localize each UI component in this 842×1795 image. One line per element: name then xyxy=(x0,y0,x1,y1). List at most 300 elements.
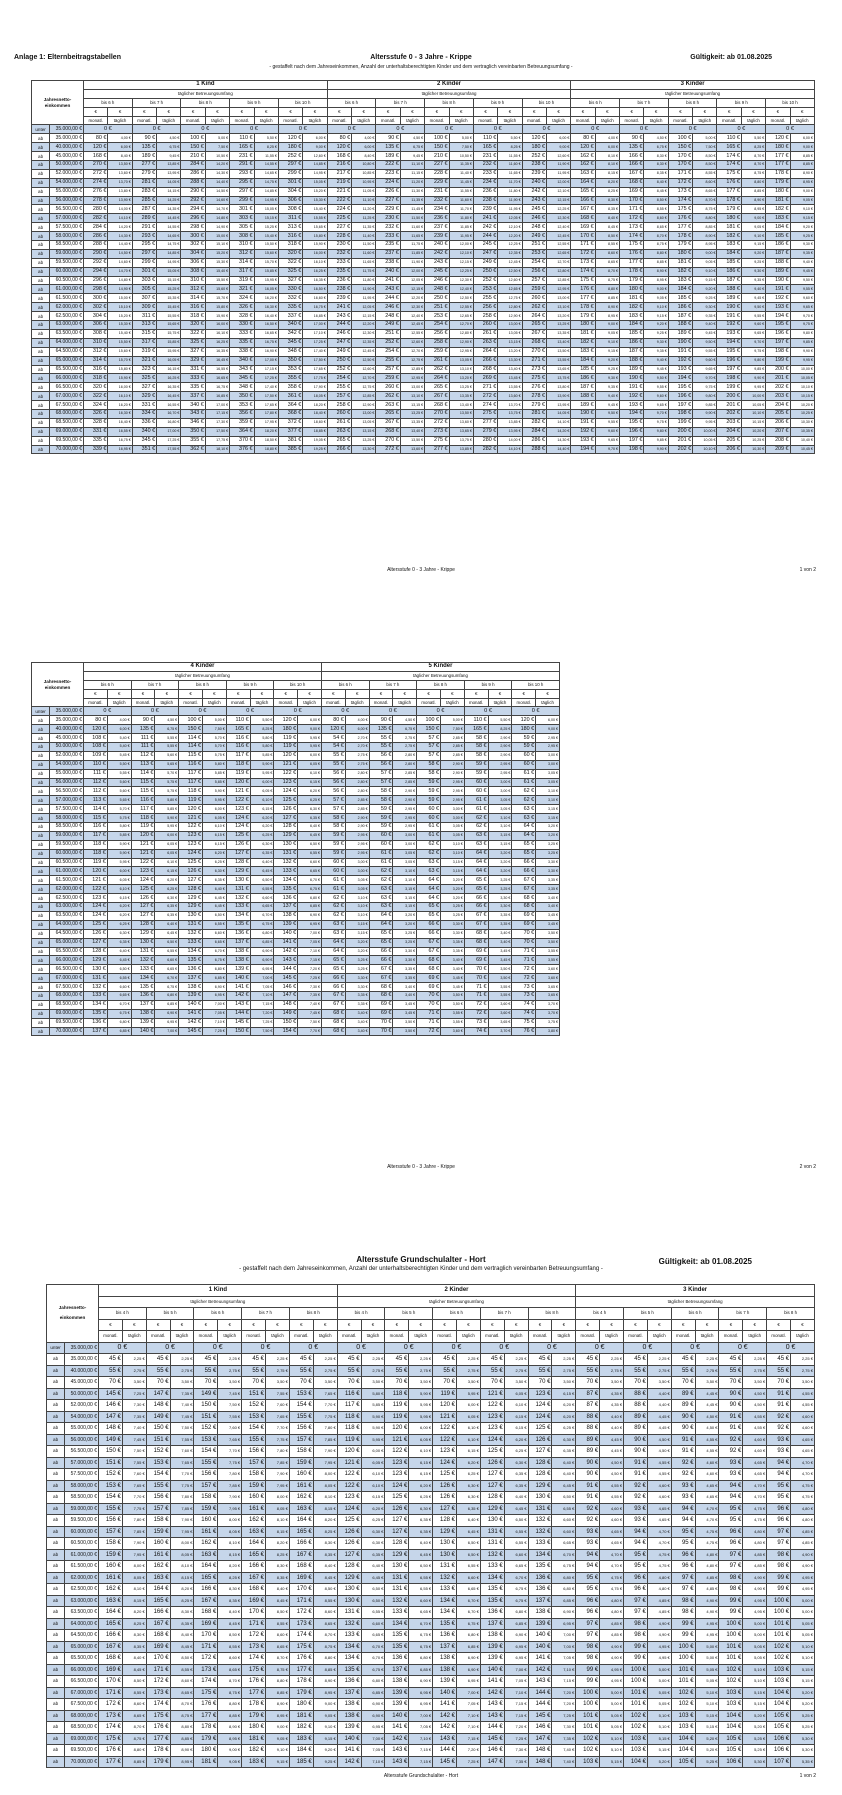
daily-fee: 11,95 € xyxy=(498,205,522,214)
monthly-fee: 58 € xyxy=(417,760,441,769)
income-value: 59.500,00 € xyxy=(50,258,84,267)
monthly-fee: 159 € xyxy=(146,1526,170,1538)
monthly-fee: 188 € xyxy=(766,258,790,267)
monthly-fee: 96 € xyxy=(719,1538,743,1550)
daily-fee: 5,50 € xyxy=(254,134,278,143)
monthly-header: monatl. xyxy=(194,1331,218,1343)
income-prefix: ab xyxy=(47,1423,65,1435)
daily-fee: 12,40 € xyxy=(400,312,424,321)
daily-fee: 3,15 € xyxy=(488,831,512,840)
currency-header: € xyxy=(155,689,179,698)
monthly-fee: 179 € xyxy=(668,241,692,250)
daily-fee: 6,30 € xyxy=(457,1492,481,1504)
monthly-fee: 134 € xyxy=(528,1549,552,1561)
daily-fee: 13,35 € xyxy=(546,329,570,338)
monthly-header: monatl. xyxy=(528,1331,552,1343)
monthly-fee: 337 € xyxy=(181,392,205,401)
monthly-fee: 137 € xyxy=(84,1027,108,1036)
monthly-fee: 182 € xyxy=(620,303,644,312)
daily-fee: 5,00 € xyxy=(693,134,717,143)
daily-fee: 12,70 € xyxy=(352,374,376,383)
income-value: 56.500,00 € xyxy=(50,787,84,796)
monthly-fee: 123 € xyxy=(480,1411,504,1423)
monthly-fee: 189 € xyxy=(571,401,595,410)
daily-fee: 4,90 € xyxy=(600,1653,624,1665)
monthly-fee: 168 € xyxy=(571,214,595,223)
daily-fee: 6,30 € xyxy=(457,1480,481,1492)
daily-fee: 7,40 € xyxy=(298,1000,322,1009)
daily-fee: 5,15 € xyxy=(791,1664,815,1676)
daily-fee: 5,00 € xyxy=(743,1630,767,1642)
monthly-fee: 70 € xyxy=(512,929,536,938)
daily-fee: 4,35 € xyxy=(600,1388,624,1400)
monthly-fee: 251 € xyxy=(425,303,449,312)
daily-fee: 8,35 € xyxy=(218,1595,242,1607)
monthly-fee: 94 € xyxy=(767,1469,791,1481)
currency-header: € xyxy=(449,107,473,116)
daily-fee: 9,35 € xyxy=(693,312,717,321)
income-prefix: ab xyxy=(32,796,50,805)
daily-fee: 5,75 € xyxy=(202,751,226,760)
income-value: 45.000,00 € xyxy=(65,1377,99,1389)
monthly-fee: 182 € xyxy=(766,205,790,214)
monthly-fee: 129 € xyxy=(179,903,203,912)
monthly-fee: 174 € xyxy=(620,232,644,241)
daily-fee: 11,55 € xyxy=(254,152,278,161)
daily-fee: 5,25 € xyxy=(743,1745,767,1757)
daily-fee: 5,45 € xyxy=(107,751,131,760)
monthly-fee: 223 € xyxy=(376,169,400,178)
daily-fee: 6,30 € xyxy=(552,1434,576,1446)
currency-header: € xyxy=(345,689,369,698)
monthly-fee: 283 € xyxy=(132,187,156,196)
monthly-fee: 137 € xyxy=(274,903,298,912)
monthly-fee: 121 € xyxy=(433,1411,457,1423)
daily-fee: 4,60 € xyxy=(600,1515,624,1527)
daily-fee: 9,90 € xyxy=(644,445,668,454)
daily-fee: 16,00 € xyxy=(108,383,132,392)
daily-fee: 7,90 € xyxy=(122,1538,146,1550)
daily-fee: 15,95 € xyxy=(254,276,278,285)
daily-fee: 2,95 € xyxy=(440,787,464,796)
monthly-fee: 339 € xyxy=(84,445,108,454)
daily-fee: 3,00 € xyxy=(536,760,560,769)
daily-fee: 2,25 € xyxy=(170,1354,194,1366)
daily-fee: 14,20 € xyxy=(205,161,229,170)
daily-fee: 8,10 € xyxy=(122,1584,146,1596)
daily-fee: 12,90 € xyxy=(352,401,376,410)
monthly-fee: 96 € xyxy=(624,1572,648,1584)
monthly-fee: 55 € xyxy=(624,1365,648,1377)
daily-fee: 6,05 € xyxy=(361,1457,385,1469)
monthly-fee: 179 € xyxy=(146,1756,170,1768)
monthly-fee: 65 € xyxy=(321,965,345,974)
monthly-fee: 167 € xyxy=(99,1641,123,1653)
daily-fee: 13,55 € xyxy=(546,356,570,365)
currency-header: € xyxy=(181,107,205,116)
monthly-fee: 97 € xyxy=(576,1630,600,1642)
daily-fee: 8,85 € xyxy=(595,294,619,303)
daily-fee: 14,10 € xyxy=(498,445,522,454)
monthly-fee: 174 € xyxy=(146,1699,170,1711)
daily-fee: 9,90 € xyxy=(693,409,717,418)
monthly-fee: 98 € xyxy=(624,1618,648,1630)
daily-fee: 4,85 € xyxy=(600,1618,624,1630)
monthly-header: monatl. xyxy=(369,698,393,707)
monthly-fee: 100 € xyxy=(624,1664,648,1676)
daily-fee: 17,00 € xyxy=(205,401,229,410)
daily-fee: 10,50 € xyxy=(205,152,229,161)
daily-fee: 5,80 € xyxy=(202,760,226,769)
monthly-fee: 297 € xyxy=(278,161,302,170)
daily-fee: 4,55 € xyxy=(791,1388,815,1400)
monthly-fee: 90 € xyxy=(576,1457,600,1469)
fee-zero: 0 € xyxy=(433,1342,481,1354)
daily-fee: 9,75 € xyxy=(693,383,717,392)
monthly-fee: 132 € xyxy=(131,956,155,965)
monthly-fee: 122 € xyxy=(131,858,155,867)
monthly-fee: 162 € xyxy=(289,1492,313,1504)
monthly-fee: 236 € xyxy=(327,276,351,285)
monthly-fee: 59 € xyxy=(417,787,441,796)
monthly-fee: 315 € xyxy=(132,329,156,338)
currency-header: € xyxy=(433,1319,457,1331)
monthly-fee: 353 € xyxy=(278,365,302,374)
daily-fee: 9,00 € xyxy=(536,725,560,734)
daily-fee: 9,85 € xyxy=(790,338,814,347)
monthly-fee: 135 € xyxy=(132,143,156,152)
monthly-fee: 89 € xyxy=(624,1411,648,1423)
monthly-fee: 192 € xyxy=(571,427,595,436)
daily-fee: 8,25 € xyxy=(170,1595,194,1607)
monthly-fee: 143 € xyxy=(480,1710,504,1722)
monthly-fee: 123 € xyxy=(337,1492,361,1504)
monthly-fee: 195 € xyxy=(717,347,741,356)
monthly-fee: 60 € xyxy=(417,814,441,823)
monthly-fee: 201 € xyxy=(766,374,790,383)
income-value: 66.000,00 € xyxy=(50,374,84,383)
monthly-fee: 129 € xyxy=(84,956,108,965)
monthly-fee: 359 € xyxy=(230,418,254,427)
monthly-fee: 231 € xyxy=(473,152,497,161)
daily-fee: 7,00 € xyxy=(361,1733,385,1745)
daily-fee: 7,55 € xyxy=(122,1457,146,1469)
daily-header: täglich xyxy=(108,116,132,125)
income-value: 52.000,00 € xyxy=(65,1400,99,1412)
income-value: 63.500,00 € xyxy=(65,1607,99,1619)
daily-fee: 4,75 € xyxy=(647,1549,671,1561)
monthly-fee: 57 € xyxy=(417,743,441,752)
monthly-fee: 120 € xyxy=(84,867,108,876)
daily-fee: 3,00 € xyxy=(440,814,464,823)
monthly-fee: 120 € xyxy=(766,134,790,143)
monthly-fee: 169 € xyxy=(242,1595,266,1607)
monthly-fee: 58 € xyxy=(417,769,441,778)
daily-fee: 9,35 € xyxy=(595,383,619,392)
daily-fee: 7,90 € xyxy=(313,1446,337,1458)
group-header: 2 Kinder xyxy=(337,1285,576,1297)
monthly-fee: 228 € xyxy=(327,232,351,241)
daily-fee: 13,00 € xyxy=(352,409,376,418)
table-row xyxy=(47,1526,815,1538)
daily-fee: 5,65 € xyxy=(155,760,179,769)
monthly-fee: 196 € xyxy=(620,427,644,436)
daily-fee: 12,60 € xyxy=(498,276,522,285)
monthly-fee: 97 € xyxy=(576,1618,600,1630)
monthly-fee: 271 € xyxy=(522,356,546,365)
daily-fee: 8,10 € xyxy=(266,1515,290,1527)
daily-fee: 8,75 € xyxy=(741,169,765,178)
daily-fee: 2,75 € xyxy=(504,1365,528,1377)
hours-header: bis 9 h xyxy=(226,680,274,689)
table-row xyxy=(47,1446,815,1458)
monthly-fee: 149 € xyxy=(274,1009,298,1018)
daily-fee: 15,60 € xyxy=(254,249,278,258)
daily-fee: 15,85 € xyxy=(254,267,278,276)
daily-fee: 6,95 € xyxy=(202,991,226,1000)
daily-fee: 6,35 € xyxy=(409,1526,433,1538)
income-value: 70.000,00 € xyxy=(65,1756,99,1768)
currency-header: € xyxy=(385,1319,409,1331)
daily-fee: 9,00 € xyxy=(303,143,327,152)
monthly-fee: 56 € xyxy=(321,787,345,796)
care-header: täglicher Betreuungsumfang xyxy=(571,89,815,98)
daily-fee: 6,05 € xyxy=(107,876,131,885)
daily-fee: 10,10 € xyxy=(741,409,765,418)
monthly-fee: 156 € xyxy=(194,1469,218,1481)
monthly-fee: 193 € xyxy=(668,365,692,374)
income-value: 50.000,00 € xyxy=(65,1388,99,1400)
monthly-fee: 123 € xyxy=(274,778,298,787)
daily-fee: 3,50 € xyxy=(313,1377,337,1389)
income-prefix: ab xyxy=(47,1480,65,1492)
daily-fee: 5,05 € xyxy=(600,1722,624,1734)
monthly-fee: 133 € xyxy=(337,1630,361,1642)
daily-fee: 6,30 € xyxy=(409,1503,433,1515)
monthly-fee: 91 € xyxy=(767,1388,791,1400)
monthly-fee: 316 € xyxy=(84,365,108,374)
monthly-fee: 328 € xyxy=(230,312,254,321)
monthly-fee: 169 € xyxy=(620,187,644,196)
daily-fee: 9,95 € xyxy=(693,418,717,427)
monthly-fee: 90 € xyxy=(671,1411,695,1423)
monthly-fee: 147 € xyxy=(146,1388,170,1400)
daily-fee: 13,00 € xyxy=(546,294,570,303)
monthly-fee: 66 € xyxy=(417,920,441,929)
daily-fee: 8,45 € xyxy=(122,1664,146,1676)
monthly-fee: 300 € xyxy=(84,294,108,303)
daily-fee: 6,15 € xyxy=(107,894,131,903)
daily-fee: 12,25 € xyxy=(449,267,473,276)
monthly-fee: 97 € xyxy=(671,1584,695,1596)
daily-fee: 7,50 € xyxy=(202,725,226,734)
monthly-fee: 140 € xyxy=(480,1664,504,1676)
daily-fee: 8,10 € xyxy=(218,1538,242,1550)
daily-fee: 4,85 € xyxy=(600,1630,624,1642)
monthly-fee: 139 € xyxy=(337,1722,361,1734)
monthly-fee: 154 € xyxy=(242,1423,266,1435)
monthly-fee: 92 € xyxy=(624,1492,648,1504)
monthly-fee: 252 € xyxy=(376,338,400,347)
currency-header: € xyxy=(790,107,814,116)
daily-fee: 8,95 € xyxy=(266,1710,290,1722)
daily-fee: 7,10 € xyxy=(409,1733,433,1745)
daily-header: täglich xyxy=(409,1331,433,1343)
monthly-fee: 62 € xyxy=(417,840,441,849)
income-prefix: ab xyxy=(32,956,50,965)
monthly-fee: 135 € xyxy=(369,725,393,734)
monthly-fee: 97 € xyxy=(624,1595,648,1607)
monthly-fee: 150 € xyxy=(179,725,203,734)
daily-fee: 16,30 € xyxy=(108,409,132,418)
monthly-fee: 135 € xyxy=(385,1641,409,1653)
daily-fee: 8,65 € xyxy=(313,1618,337,1630)
hours-header: bis 7 h xyxy=(376,98,425,107)
monthly-fee: 100 € xyxy=(179,716,203,725)
monthly-fee: 244 € xyxy=(327,321,351,330)
income-prefix: ab xyxy=(32,911,50,920)
income-value: 57.000,00 € xyxy=(50,214,84,223)
daily-fee: 8,05 € xyxy=(218,1526,242,1538)
daily-fee: 7,40 € xyxy=(170,1400,194,1412)
monthly-fee: 127 € xyxy=(480,1480,504,1492)
monthly-fee: 125 € xyxy=(528,1423,552,1435)
monthly-fee: 203 € xyxy=(717,418,741,427)
monthly-fee: 133 € xyxy=(385,1607,409,1619)
table-row xyxy=(47,1503,815,1515)
currency-header: € xyxy=(409,1319,433,1331)
monthly-fee: 137 € xyxy=(131,1000,155,1009)
income-value: 70.000,00 € xyxy=(50,1027,84,1036)
monthly-fee: 246 € xyxy=(376,303,400,312)
daily-fee: 9,15 € xyxy=(693,276,717,285)
daily-fee: 3,60 € xyxy=(536,965,560,974)
daily-fee: 9,50 € xyxy=(595,409,619,418)
monthly-fee: 335 € xyxy=(84,436,108,445)
daily-fee: 13,40 € xyxy=(400,427,424,436)
fee-zero: 0 € xyxy=(624,1342,672,1354)
monthly-fee: 55 € xyxy=(528,1365,552,1377)
income-value: 69.000,00 € xyxy=(50,1009,84,1018)
monthly-fee: 142 € xyxy=(337,1756,361,1768)
income-prefix: ab xyxy=(32,303,50,312)
monthly-fee: 104 € xyxy=(767,1699,791,1711)
monthly-fee: 98 € xyxy=(671,1607,695,1619)
income-value: 35.000,00 € xyxy=(50,707,84,716)
monthly-fee: 72 € xyxy=(464,1009,488,1018)
daily-fee: 9,15 € xyxy=(741,241,765,250)
daily-fee: 4,00 € xyxy=(108,134,132,143)
income-prefix: ab xyxy=(32,249,50,258)
daily-fee: 10,10 € xyxy=(693,445,717,454)
monthly-fee: 45 € xyxy=(480,1354,504,1366)
fee-zero: 0 € xyxy=(321,707,369,716)
daily-fee: 6,15 € xyxy=(409,1457,433,1469)
daily-fee: 9,15 € xyxy=(595,347,619,356)
monthly-fee: 113 € xyxy=(84,796,108,805)
daily-fee: 12,55 € xyxy=(449,303,473,312)
daily-fee: 4,90 € xyxy=(695,1607,719,1619)
currency-header: € xyxy=(668,107,692,116)
daily-fee: 4,50 € xyxy=(695,1423,719,1435)
monthly-fee: 121 € xyxy=(131,840,155,849)
daily-fee: 15,55 € xyxy=(303,214,327,223)
currency-header: € xyxy=(131,689,155,698)
daily-fee: 13,15 € xyxy=(498,338,522,347)
monthly-fee: 199 € xyxy=(766,356,790,365)
daily-fee: 4,65 € xyxy=(600,1538,624,1550)
monthly-fee: 144 € xyxy=(433,1745,457,1757)
daily-fee: 6,35 € xyxy=(504,1480,528,1492)
monthly-fee: 45 € xyxy=(194,1354,218,1366)
daily-fee: 8,70 € xyxy=(644,232,668,241)
monthly-fee: 326 € xyxy=(84,409,108,418)
monthly-header: monatl. xyxy=(337,1331,361,1343)
income-prefix: ab xyxy=(47,1756,65,1768)
daily-fee: 16,20 € xyxy=(108,401,132,410)
monthly-fee: 67 € xyxy=(321,991,345,1000)
daily-fee: 5,05 € xyxy=(743,1641,767,1653)
daily-fee: 8,30 € xyxy=(266,1561,290,1573)
daily-fee: 3,45 € xyxy=(488,947,512,956)
monthly-fee: 142 € xyxy=(480,1687,504,1699)
monthly-fee: 95 € xyxy=(767,1492,791,1504)
income-value: 54.000,00 € xyxy=(65,1411,99,1423)
daily-fee: 7,05 € xyxy=(202,1009,226,1018)
daily-fee: 5,85 € xyxy=(202,778,226,787)
income-prefix: ab xyxy=(32,338,50,347)
daily-fee: 10,15 € xyxy=(741,418,765,427)
daily-fee: 4,80 € xyxy=(743,1526,767,1538)
daily-fee: 15,25 € xyxy=(157,285,181,294)
daily-fee: 8,55 € xyxy=(313,1595,337,1607)
monthly-fee: 72 € xyxy=(512,974,536,983)
daily-fee: 4,90 € xyxy=(647,1618,671,1630)
daily-fee: 3,00 € xyxy=(488,787,512,796)
monthly-header: monatl. xyxy=(242,1331,266,1343)
daily-fee: 12,60 € xyxy=(400,338,424,347)
daily-fee: 2,95 € xyxy=(536,734,560,743)
daily-fee: 8,85 € xyxy=(790,152,814,161)
daily-fee: 4,80 € xyxy=(743,1538,767,1550)
daily-fee: 6,00 € xyxy=(345,725,369,734)
daily-fee: 7,10 € xyxy=(250,991,274,1000)
monthly-fee: 152 € xyxy=(194,1423,218,1435)
monthly-fee: 108 € xyxy=(84,743,108,752)
monthly-fee: 180 € xyxy=(194,1745,218,1757)
daily-fee: 12,90 € xyxy=(498,312,522,321)
monthly-fee: 263 € xyxy=(376,401,400,410)
daily-fee: 4,75 € xyxy=(743,1503,767,1515)
monthly-fee: 69 € xyxy=(464,947,488,956)
monthly-fee: 196 € xyxy=(717,356,741,365)
daily-fee: 12,35 € xyxy=(352,338,376,347)
fee-zero: 0 € xyxy=(278,125,327,134)
daily-fee: 9,90 € xyxy=(741,374,765,383)
currency-header: € xyxy=(205,107,229,116)
daily-fee: 6,00 € xyxy=(107,867,131,876)
monthly-header: monatl. xyxy=(327,116,351,125)
monthly-fee: 355 € xyxy=(181,436,205,445)
daily-fee: 12,05 € xyxy=(498,214,522,223)
monthly-fee: 171 € xyxy=(620,205,644,214)
monthly-fee: 124 € xyxy=(84,903,108,912)
monthly-fee: 70 € xyxy=(576,1377,600,1389)
daily-fee: 16,55 € xyxy=(205,365,229,374)
daily-fee: 6,60 € xyxy=(457,1572,481,1584)
monthly-fee: 114 € xyxy=(131,769,155,778)
daily-fee: 12,60 € xyxy=(546,152,570,161)
